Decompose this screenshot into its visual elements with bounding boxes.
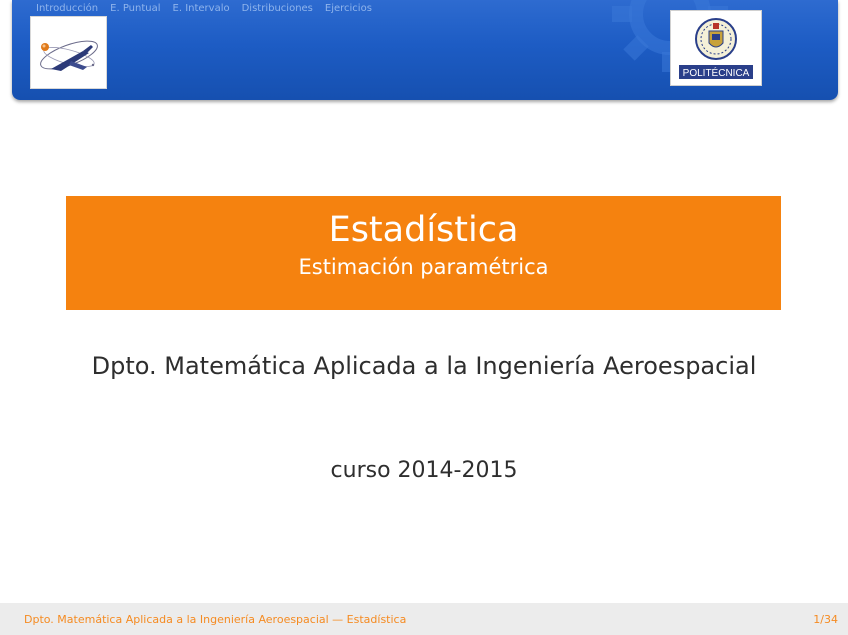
university-crest-icon <box>671 11 761 85</box>
slide-title: Estadística <box>328 210 519 250</box>
slide-header <box>12 0 838 100</box>
aerospace-logo <box>30 16 107 89</box>
nav-item-ejercicios[interactable]: Ejercicios <box>324 3 372 14</box>
nav-item-e-intervalo[interactable]: E. Intervalo <box>172 3 230 14</box>
section-navigation <box>36 3 384 14</box>
title-block <box>66 196 781 310</box>
nav-item-distribuciones[interactable]: Distribuciones <box>241 3 313 14</box>
aerospace-logo-icon <box>31 17 106 88</box>
nav-item-introduccion[interactable]: Introducción <box>36 3 99 14</box>
page-number: 1/34 <box>813 613 838 626</box>
slide-subtitle: Estimación paramétrica <box>298 255 549 279</box>
university-logo <box>670 10 762 86</box>
university-logo-label: POLITÉCNICA <box>682 68 750 79</box>
footer-title: Dpto. Matemática Aplicada a la Ingeniería Aeroespacial — Estadística <box>24 613 407 626</box>
course-date: curso 2014-2015 <box>330 458 518 483</box>
nav-item-e-puntual[interactable]: E. Puntual <box>110 3 161 14</box>
slide-footer <box>0 603 848 635</box>
author-institution: Dpto. Matemática Aplicada a la Ingeniería Aeroespacial <box>91 352 757 380</box>
